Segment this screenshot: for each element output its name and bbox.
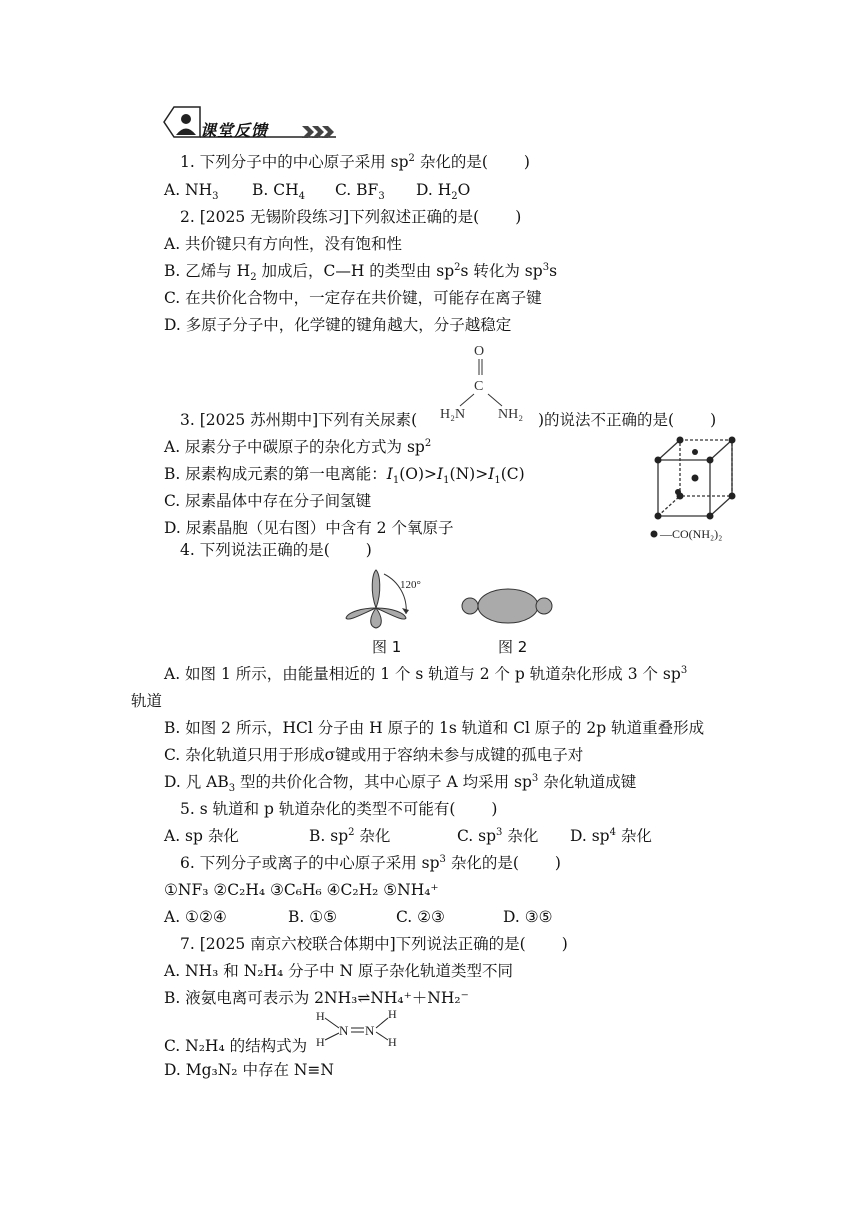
q5-option-b: B. $sp^2$ 杂化 (309, 826, 391, 845)
q5-option-d: D. $sp^4$ 杂化 (570, 826, 652, 845)
svg-text:—CO(NH₂)₂: —CO(NH₂)₂ (660, 527, 723, 541)
svg-text:H: H (316, 1009, 325, 1023)
q4-option-c: C. 杂化轨道只用于形成σ键或用于容纳未参与成键的孤电子对 (164, 746, 584, 764)
q2-stem: 2. [2025 无锡阶段练习]下列叙述正确的是( ) (180, 208, 522, 226)
n2h4-structure (312, 1006, 408, 1052)
q2-option-a: A. 共价键只有方向性，没有饱和性 (164, 235, 403, 253)
q7-option-d: D. Mg₃N₂ 中存在 N≡N (164, 1061, 334, 1079)
q4-option-a-continued: 轨道 (131, 692, 163, 710)
svg-text:N: N (339, 1023, 349, 1038)
q6-option-a: A. ①②④ (164, 908, 227, 926)
q7-option-b: B. 液氨电离可表示为 2NH₃⇌NH₄⁺＋NH₂⁻ (164, 989, 469, 1007)
svg-text:H: H (316, 1035, 325, 1049)
q1-option-a: A. $NH_3$ (164, 181, 219, 203)
svg-text:120°: 120° (400, 579, 421, 591)
svg-text:O: O (474, 344, 485, 359)
q6-option-c: C. ②③ (396, 908, 445, 926)
figure-2-caption: 图 2 (498, 638, 528, 656)
q7-stem: 7. [2025 南京六校联合体期中]下列说法正确的是( ) (180, 935, 568, 953)
q6-stem: 6. 下列分子或离子的中心原子采用 $sp^3$ 杂化的是( ) (180, 853, 561, 872)
q5-option-a: A. sp 杂化 (164, 827, 239, 845)
q2-option-d: D. 多原子分子中，化学键的键角越大，分子越稳定 (164, 316, 512, 334)
q1-option-b: B. $CH_4$ (252, 181, 305, 203)
q4-stem: 4. 下列说法正确的是( ) (180, 541, 372, 559)
q1-option-d: D. $H_2O$ (416, 181, 471, 203)
q1-option-c: C. $BF_3$ (335, 181, 385, 203)
q3-stem-part2: )的说法不正确的是( ) (538, 411, 717, 429)
q2-option-c: C. 在共价化合物中，一定存在共价键，可能存在离子键 (164, 289, 542, 307)
person-icon (176, 114, 196, 135)
q3-option-c: C. 尿素晶体中存在分子间氢键 (164, 492, 372, 510)
q6-option-b: B. ①⑤ (288, 908, 338, 926)
q3-stem-part1: 3. [2025 苏州期中]下列有关尿素( (180, 411, 418, 429)
q4-option-d: D. 凡 $AB_3$ 型的共价化合物，其中心原子 A 均采用 $sp^3$ 杂化轨道成键 (164, 772, 637, 795)
svg-text:H₂N: H₂N (440, 407, 466, 422)
chevron-arrows-icon (302, 126, 334, 138)
q4-option-b: B. 如图 2 所示，HCl 分子由 H 原子的 1s 轨道和 Cl 原子的 2p 轨道重叠形成 (164, 719, 705, 737)
urea-unit-cell-figure (644, 430, 754, 550)
q4-option-a: A. 如图 1 所示，由能量相近的 1 个 s 轨道与 2 个 p 轨道杂化形成 3 个 $sp^3$ (164, 664, 688, 683)
q3-option-d: D. 尿素晶胞（见右图）中含有 2 个氧原子 (164, 519, 454, 537)
q2-option-b: B. 乙烯与 $H_2$ 加成后，C—H 的类型由 $sp^2s$ 转化为 $sp^3s$ (164, 261, 558, 284)
q5-option-c: C. $sp^3$ 杂化 (457, 826, 539, 845)
svg-text:NH₂: NH₂ (498, 407, 524, 422)
q1-stem: 1. 下列分子中的中心原子采用 $sp^2$ 杂化的是( ) (180, 152, 530, 171)
q6-items: ①NF₃ ②C₂H₄ ③C₆H₆ ④C₂H₂ ⑤NH₄⁺ (164, 881, 439, 899)
q7-option-a: A. NH₃ 和 N₂H₄ 分子中 N 原子杂化轨道类型不同 (164, 962, 514, 980)
q3-option-b: B. 尿素构成元素的第一电离能：$I_1(O)>I_1(N)>I_1(C)$ (164, 465, 525, 487)
urea-structure (440, 338, 540, 426)
sp2-orbital-figure (340, 564, 440, 632)
hcl-orbital-overlap-figure (460, 586, 556, 626)
figure-1-caption: 图 1 (372, 638, 402, 656)
svg-text:C: C (474, 379, 484, 394)
q3-option-a: A. 尿素分子中碳原子的杂化方式为 $sp^2$ (164, 437, 432, 456)
section-title: 课堂反馈 (200, 121, 269, 140)
q6-option-d: D. ③⑤ (503, 908, 553, 926)
q5-stem: 5. s 轨道和 p 轨道杂化的类型不可能有( ) (180, 800, 498, 818)
q7-option-c: C. N₂H₄ 的结构式为 (164, 1037, 308, 1055)
svg-text:H: H (388, 1007, 397, 1021)
svg-text:H: H (388, 1035, 397, 1049)
svg-text:N: N (365, 1023, 375, 1038)
